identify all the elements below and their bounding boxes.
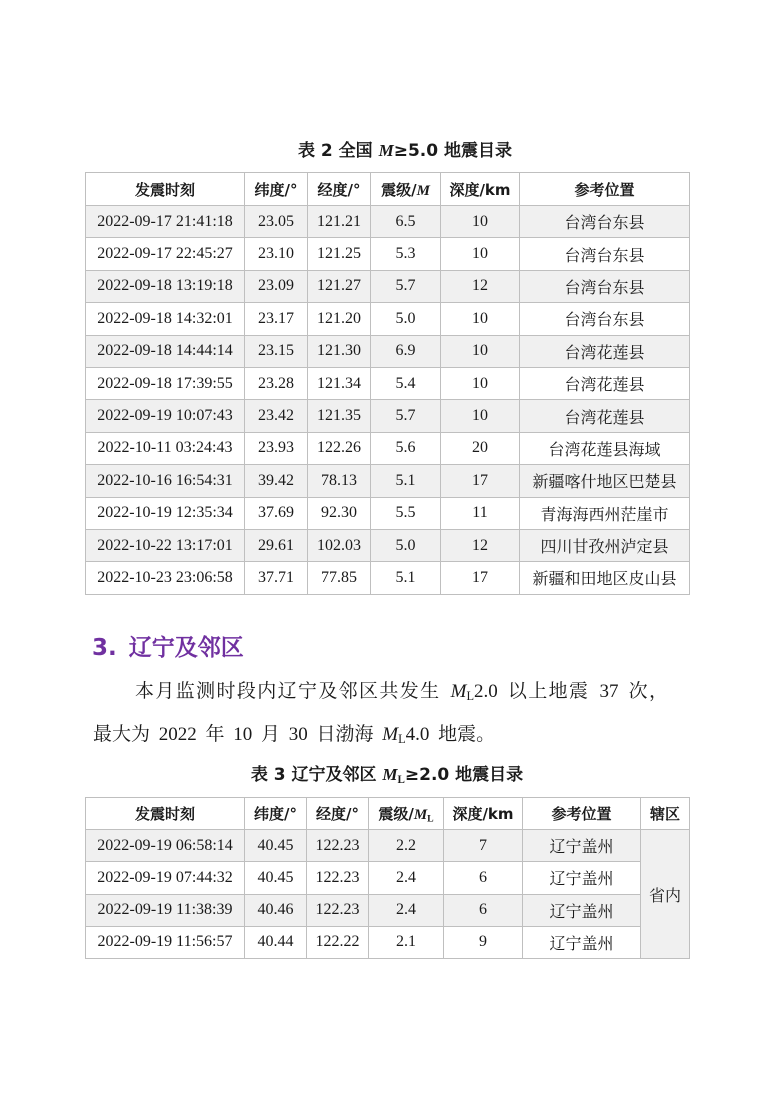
- table2-caption-prefix: 表 2 全国: [298, 141, 379, 161]
- table-row: [86, 497, 690, 529]
- table2-cell-mag: 5.7: [371, 400, 441, 432]
- table2-caption-symbol: M: [378, 141, 394, 160]
- table2-cell-location: 台湾台东县: [520, 206, 690, 238]
- table2-body: [86, 206, 690, 595]
- table2-cell-lon: 121.35: [308, 400, 371, 432]
- table2-cell-lat: 39.42: [245, 465, 308, 497]
- table3-cell-time: 2022-09-19 07:44:32: [86, 862, 245, 894]
- table2-cell-depth: 10: [441, 303, 520, 335]
- table2-cell-time: 2022-10-19 12:35:34: [86, 497, 245, 529]
- section-heading: [92, 634, 244, 662]
- table3-cell-location: 辽宁盖州: [523, 862, 641, 894]
- table2-cell-mag: 6.9: [371, 335, 441, 367]
- table-row: [86, 862, 690, 894]
- table2-cell-lon: 121.34: [308, 367, 371, 399]
- table3-cell-depth: 6: [444, 862, 523, 894]
- table3-earthquake-catalog: [85, 797, 690, 959]
- table3-caption-suffix: ≥2.0 地震目录: [404, 765, 524, 785]
- table2-cell-location: 新疆和田地区皮山县: [520, 562, 690, 594]
- section-title: 辽宁及邻区: [128, 635, 244, 661]
- table2-header-time: 发震时刻: [86, 173, 245, 206]
- table2-cell-lat: 23.28: [245, 367, 308, 399]
- table-row: [86, 432, 690, 464]
- table2-cell-mag: 6.5: [371, 206, 441, 238]
- paragraph-line1-symbol: [451, 681, 474, 702]
- table2-cell-lon: 121.21: [308, 206, 371, 238]
- table-row: [86, 270, 690, 302]
- table2-cell-lon: 92.30: [308, 497, 371, 529]
- table-row: [86, 303, 690, 335]
- table-row: [86, 335, 690, 367]
- table3-cell-time: 2022-09-19 11:38:39: [86, 894, 245, 926]
- table2-cell-depth: 12: [441, 529, 520, 561]
- table2-cell-depth: 10: [441, 206, 520, 238]
- table2-header-mag-symbol: M: [416, 182, 430, 199]
- table-row: [86, 926, 690, 958]
- table2-earthquake-catalog: [85, 172, 690, 595]
- table-row: [86, 465, 690, 497]
- table3-body: [86, 830, 690, 959]
- table2-cell-time: 2022-09-17 22:45:27: [86, 238, 245, 270]
- table3-cell-lat: 40.46: [245, 894, 307, 926]
- table2-caption: [85, 140, 689, 162]
- table2-cell-lon: 102.03: [308, 529, 371, 561]
- table2-cell-time: 2022-09-17 21:41:18: [86, 206, 245, 238]
- section-number: 3.: [92, 635, 117, 661]
- table3-cell-lat: 40.45: [245, 862, 307, 894]
- table2-cell-location: 四川甘孜州泸定县: [520, 529, 690, 561]
- table2-cell-lat: 23.09: [245, 270, 308, 302]
- table3-header-mag: [369, 798, 444, 830]
- table2-cell-lon: 122.26: [308, 432, 371, 464]
- paragraph-line2-text-before: 最大为 2022 年 10 月 30 日渤海: [93, 724, 383, 745]
- table2-header-lat: 纬度/°: [245, 173, 308, 206]
- table3-caption-symbol: [382, 765, 405, 784]
- table2-cell-mag: 5.1: [371, 465, 441, 497]
- paragraph-line2-symbol: [382, 724, 405, 745]
- table2-cell-location: 青海海西州茫崖市: [520, 497, 690, 529]
- table2-cell-time: 2022-10-23 23:06:58: [86, 562, 245, 594]
- table3-cell-location: 辽宁盖州: [523, 830, 641, 862]
- table2-cell-mag: 5.7: [371, 270, 441, 302]
- table2-cell-depth: 11: [441, 497, 520, 529]
- table2-cell-lon: 78.13: [308, 465, 371, 497]
- magnitude-subscript: L: [397, 773, 405, 786]
- table2-caption-suffix: ≥5.0 地震目录: [393, 141, 512, 161]
- table2-cell-depth: 10: [441, 367, 520, 399]
- table2-cell-lat: 37.71: [245, 562, 308, 594]
- table3-header-location: 参考位置: [523, 798, 641, 830]
- magnitude-subscript: L: [398, 732, 406, 747]
- table3-cell-lon: 122.23: [307, 830, 369, 862]
- table3-cell-district: 省内: [641, 830, 690, 959]
- table3-header-row: [86, 798, 690, 830]
- magnitude-symbol: M: [413, 807, 428, 823]
- table3-cell-depth: 7: [444, 830, 523, 862]
- table3-cell-lat: 40.45: [245, 830, 307, 862]
- table2-cell-depth: 17: [441, 562, 520, 594]
- table2-cell-lon: 121.25: [308, 238, 371, 270]
- table-row: [86, 238, 690, 270]
- table3-header-lon: 经度/°: [307, 798, 369, 830]
- table3-cell-mag: 2.1: [369, 926, 444, 958]
- magnitude-symbol: M: [382, 765, 398, 784]
- table-row: [86, 529, 690, 561]
- table3-caption-prefix: 表 3 辽宁及邻区: [250, 765, 383, 785]
- table2-cell-location: 台湾花莲县海域: [520, 432, 690, 464]
- table3-cell-mag: 2.4: [369, 862, 444, 894]
- paragraph-line-2: [93, 713, 668, 756]
- table3-cell-lat: 40.44: [245, 926, 307, 958]
- table2-cell-lat: 23.15: [245, 335, 308, 367]
- table2-cell-time: 2022-09-18 13:19:18: [86, 270, 245, 302]
- table2-cell-depth: 17: [441, 465, 520, 497]
- table2-cell-mag: 5.4: [371, 367, 441, 399]
- table2-header-mag-label: 震级/: [381, 180, 417, 199]
- table3-cell-lon: 122.23: [307, 894, 369, 926]
- table-row: [86, 562, 690, 594]
- paragraph-line1-text-after: 2.0 以上地震 37 次，: [474, 681, 668, 702]
- table-row: [86, 206, 690, 238]
- table3-header-time: 发震时刻: [86, 798, 245, 830]
- table2-cell-depth: 10: [441, 335, 520, 367]
- table2-cell-location: 台湾台东县: [520, 303, 690, 335]
- paragraph-line2-text-after: 4.0 地震。: [405, 724, 496, 745]
- table2-header-location: 参考位置: [520, 173, 690, 206]
- table3-caption: [85, 764, 689, 786]
- table2-cell-depth: 10: [441, 238, 520, 270]
- table2-cell-lon: 77.85: [308, 562, 371, 594]
- table3-cell-mag: 2.4: [369, 894, 444, 926]
- body-paragraph: [93, 670, 668, 756]
- table2-header-row: [86, 173, 690, 206]
- table3-cell-time: 2022-09-19 06:58:14: [86, 830, 245, 862]
- table2-cell-lon: 121.20: [308, 303, 371, 335]
- table2-cell-time: 2022-10-16 16:54:31: [86, 465, 245, 497]
- magnitude-symbol: M: [382, 724, 399, 745]
- table2-cell-depth: 10: [441, 400, 520, 432]
- table2-cell-mag: 5.0: [371, 303, 441, 335]
- table2-cell-lat: 23.93: [245, 432, 308, 464]
- table2-cell-depth: 12: [441, 270, 520, 302]
- table-row: [86, 367, 690, 399]
- table2-cell-location: 台湾台东县: [520, 270, 690, 302]
- table2-cell-mag: 5.1: [371, 562, 441, 594]
- table2-cell-lat: 29.61: [245, 529, 308, 561]
- table2-cell-location: 台湾花莲县: [520, 400, 690, 432]
- table2-cell-lon: 121.30: [308, 335, 371, 367]
- table3-header-mag-symbol: [414, 807, 434, 823]
- table2-cell-location: 台湾花莲县: [520, 335, 690, 367]
- table2-cell-mag: 5.6: [371, 432, 441, 464]
- paragraph-line1-text-before: 本月监测时段内辽宁及邻区共发生: [135, 681, 451, 702]
- table2-cell-depth: 20: [441, 432, 520, 464]
- table2-header-lon: 经度/°: [308, 173, 371, 206]
- table2-cell-time: 2022-10-11 03:24:43: [86, 432, 245, 464]
- magnitude-subscript: L: [466, 689, 475, 704]
- table2-cell-lat: 23.05: [245, 206, 308, 238]
- table3-cell-lon: 122.22: [307, 926, 369, 958]
- table2-cell-time: 2022-10-22 13:17:01: [86, 529, 245, 561]
- table2-cell-mag: 5.3: [371, 238, 441, 270]
- table2-cell-location: 台湾花莲县: [520, 367, 690, 399]
- table3-cell-lon: 122.23: [307, 862, 369, 894]
- table2-cell-location: 台湾台东县: [520, 238, 690, 270]
- table3-cell-location: 辽宁盖州: [523, 894, 641, 926]
- table3-header-district: 辖区: [641, 798, 690, 830]
- table2-cell-lat: 23.10: [245, 238, 308, 270]
- table2-header-depth: 深度/km: [441, 173, 520, 206]
- table-row: [86, 400, 690, 432]
- table3-header-depth: 深度/km: [444, 798, 523, 830]
- table2-header-mag: [371, 173, 441, 206]
- table3-cell-depth: 9: [444, 926, 523, 958]
- table3-cell-mag: 2.2: [369, 830, 444, 862]
- table2-cell-time: 2022-09-18 17:39:55: [86, 367, 245, 399]
- table2-cell-lat: 23.17: [245, 303, 308, 335]
- magnitude-subscript: L: [427, 813, 434, 825]
- table2-cell-lat: 37.69: [245, 497, 308, 529]
- table2-cell-lon: 121.27: [308, 270, 371, 302]
- table3-cell-time: 2022-09-19 11:56:57: [86, 926, 245, 958]
- table3-header-mag-label: 震级/: [378, 805, 414, 823]
- table-row: [86, 894, 690, 926]
- table2-cell-time: 2022-09-18 14:32:01: [86, 303, 245, 335]
- table3-cell-location: 辽宁盖州: [523, 926, 641, 958]
- table2-cell-time: 2022-09-19 10:07:43: [86, 400, 245, 432]
- table2-cell-mag: 5.0: [371, 529, 441, 561]
- table2-cell-location: 新疆喀什地区巴楚县: [520, 465, 690, 497]
- table2-cell-time: 2022-09-18 14:44:14: [86, 335, 245, 367]
- paragraph-line-1: [93, 670, 668, 713]
- table3-cell-depth: 6: [444, 894, 523, 926]
- table-row: [86, 830, 690, 862]
- table2-cell-mag: 5.5: [371, 497, 441, 529]
- table2-cell-lat: 23.42: [245, 400, 308, 432]
- magnitude-symbol: M: [450, 681, 467, 702]
- table3-header-lat: 纬度/°: [245, 798, 307, 830]
